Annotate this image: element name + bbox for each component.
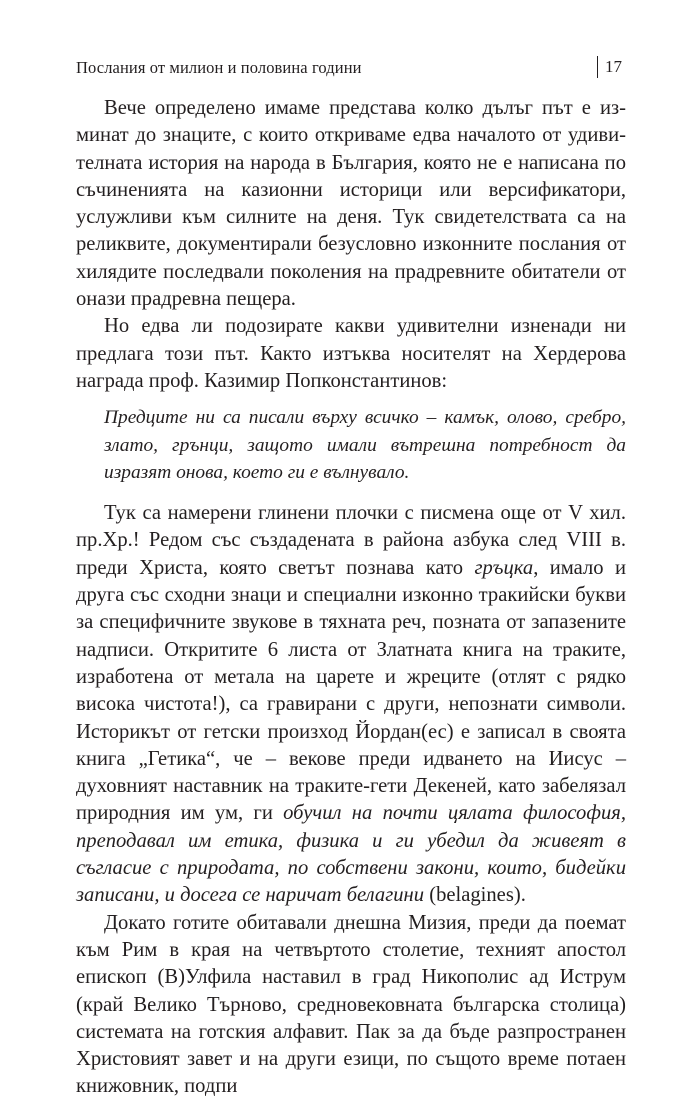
running-head bbox=[76, 56, 626, 80]
quote-text: Предците ни са писали върху всичко – камък, олово, сребро, злато, грънци, защото имали вътрешна потребност да изразят онова, което ги е вълнувало. bbox=[104, 407, 626, 483]
header-divider bbox=[597, 56, 598, 78]
paragraph-text: , имало и друга със сходни знаци и специални изконно тракийски букви за специфичните звукове в тяхната реч, позната от запазените надписи. Откритите 6 листа от Златната книга на траките, изработена от метала на царете и жреците (отлят с рядко висока чистота!), са гравирани с други, непознати символи. Историкът от гетски произход Йордан(ес) е записал в своята книга „Гетика“, че – векове преди идването на Иисус – духовният наставник на траките-гети Декеней, като забелязал природния им ум, ги bbox=[76, 556, 627, 825]
block-quote bbox=[76, 404, 626, 486]
paragraph-2 bbox=[76, 313, 626, 395]
paragraph-text: Тук са намерени глинени плочки с писмена още от V хил. пр.Хр.! Редом със създадената в района азбука след VIII в. преди Христа, която светът познава като bbox=[76, 502, 626, 579]
paragraph-text: (belagines). bbox=[424, 884, 526, 907]
paragraph-3 bbox=[76, 500, 626, 909]
running-title: Послания от милион и половина години bbox=[76, 58, 362, 77]
body-text bbox=[76, 95, 626, 1101]
paragraph-text: Докато готите обитавали днешна Мизия, преди да поемат към Рим в края на четвъртото столетие, техният апостол епископ (В)Улфила наставил в град Никополис ад Иструм (край Велико Търново, средновековната българска столица) системата на готския алфавит. Пак за да бъде разпространен Христовият завет и на други езици, по същото време потаен книжовник, подпи bbox=[76, 911, 626, 1098]
paragraph-text: Вече определено имаме представа колко дълъг път е изминат до знаците, с които откриваме едва началото от удивителната история на народа в България, която не е написана по съчиненията на казионни историци или версификатори, услужливи към силните на деня. Тук свидетелствата са на реликвите, документирали безусловно изконните послания от хилядите последвали поколения на прадревните обитатели от онази прадревна пещера. bbox=[76, 97, 626, 311]
paragraph-1 bbox=[76, 95, 626, 313]
page-number: 17 bbox=[605, 57, 622, 76]
paragraph-4 bbox=[76, 910, 626, 1101]
italic-term: гръцка bbox=[474, 556, 534, 579]
italic-citation: обучил на почти цялата философия, преподавал им етика, физика и ги убедил да живеят в съгласие с природата, по собствени закони, които, бидейки записани, и досега се наричат белагини bbox=[76, 802, 626, 907]
paragraph-text: Но едва ли подозирате какви удивителни изненади ни предлага този път. Както изтъква носителят на Хердерова награда проф. Казимир Попконстантинов: bbox=[76, 315, 626, 392]
